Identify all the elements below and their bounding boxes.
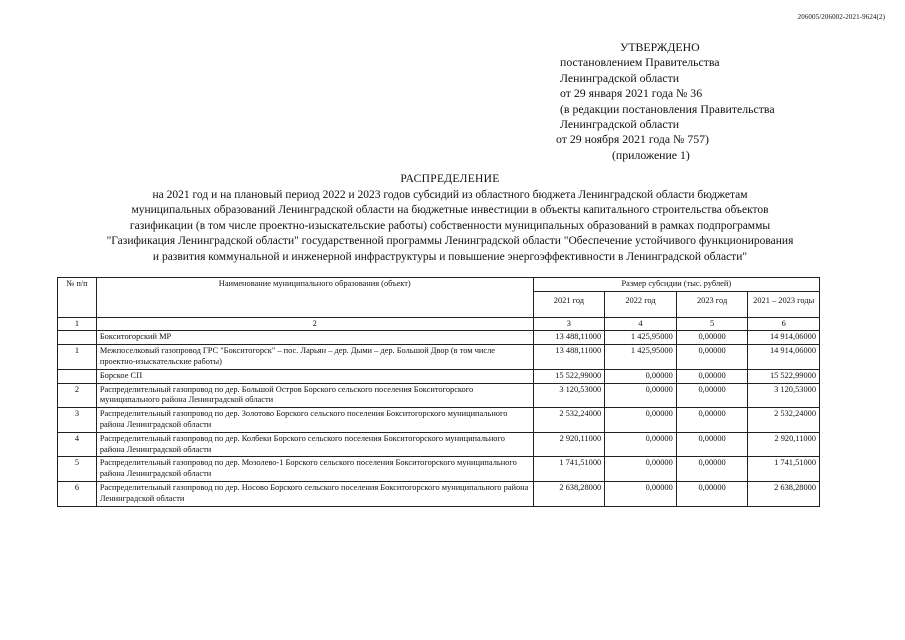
- value-2023: 0,00000: [676, 481, 748, 506]
- value-total: 2 532,24000: [748, 408, 820, 433]
- col-header-2021: 2021 год: [533, 291, 605, 317]
- value-total: 3 120,53000: [748, 383, 820, 408]
- title-line: на 2021 год и на плановый период 2022 и 2023 годов субсидий из областного бюджета Ленинградской области бюджетам: [152, 188, 748, 201]
- value-2021: 13 488,11000: [533, 345, 605, 370]
- value-2023: 0,00000: [676, 432, 748, 457]
- object-name: Распределительный газопровод по дер. Носово Борского сельского поселения Бокситогорского муниципального района Ленинградской области: [96, 481, 533, 506]
- value-2023: 0,00000: [676, 457, 748, 482]
- row-number: 6: [58, 481, 97, 506]
- object-name: Бокситогорский МР: [96, 331, 533, 345]
- object-name: Распределительный газопровод по дер. Колбеки Борского сельского поселения Бокситогорского муниципального района Ленинградской области: [96, 432, 533, 457]
- approval-line: Ленинградской области: [560, 70, 680, 85]
- value-2021: 1 741,51000: [533, 457, 605, 482]
- title-heading: РАСПРЕДЕЛЕНИЕ: [400, 173, 500, 185]
- row-number: 5: [58, 457, 97, 482]
- table-row: [58, 345, 820, 370]
- value-2023: 0,00000: [676, 408, 748, 433]
- value-total: 1 741,51000: [748, 457, 820, 482]
- column-index: 5: [676, 317, 748, 331]
- value-2022: 1 425,95000: [605, 345, 677, 370]
- row-number: 3: [58, 408, 97, 433]
- table-row: [58, 369, 820, 383]
- value-2022: 0,00000: [605, 432, 677, 457]
- row-number: 1: [58, 345, 97, 370]
- value-total: 15 522,99000: [748, 369, 820, 383]
- value-2023: 0,00000: [676, 369, 748, 383]
- column-index: 3: [533, 317, 605, 331]
- value-total: 2 920,11000: [748, 432, 820, 457]
- table-row: [58, 331, 820, 345]
- table-row: [58, 432, 820, 457]
- approval-line: постановлением Правительства: [560, 55, 720, 70]
- object-name: Распределительный газопровод по дер. Золотово Борского сельского поселения Бокситогорского муниципального района Ленинградской области: [96, 408, 533, 433]
- col-header-total: 2021 – 2023 годы: [748, 291, 820, 317]
- table-row: [58, 457, 820, 482]
- value-2021: 15 522,99000: [533, 369, 605, 383]
- row-number: 2: [58, 383, 97, 408]
- appendix-label: (приложение 1): [612, 147, 690, 162]
- subsidy-table: [57, 277, 820, 507]
- value-2022: 0,00000: [605, 408, 677, 433]
- value-2021: 3 120,53000: [533, 383, 605, 408]
- value-total: 2 638,28000: [748, 481, 820, 506]
- value-2022: 0,00000: [605, 457, 677, 482]
- title-line: и развития коммунальной и инженерной инфраструктуры и повышение энергоэффективности в Ленинградской области": [152, 250, 748, 263]
- value-2021: 13 488,11000: [533, 331, 605, 345]
- column-index: 2: [96, 317, 533, 331]
- table-row: [58, 408, 820, 433]
- column-index-row: [58, 317, 820, 331]
- value-2022: 0,00000: [605, 383, 677, 408]
- col-header-name: Наименование муниципального образования (объект): [96, 278, 533, 318]
- approval-stamp: [556, 40, 860, 163]
- value-2023: 0,00000: [676, 331, 748, 345]
- value-2022: 0,00000: [605, 481, 677, 506]
- value-2021: 2 920,11000: [533, 432, 605, 457]
- value-2022: 0,00000: [605, 369, 677, 383]
- document-number: 206005/206002-2021-9624(2): [797, 13, 885, 21]
- approval-title: УТВЕРЖДЕНО: [620, 40, 700, 54]
- column-index: 1: [58, 317, 97, 331]
- value-2021: 2 532,24000: [533, 408, 605, 433]
- object-name: Борское СП: [96, 369, 533, 383]
- column-index: 4: [605, 317, 677, 331]
- value-total: 14 914,06000: [748, 345, 820, 370]
- col-header-subsidy: Размер субсидии (тыс. рублей): [533, 278, 819, 292]
- row-number: [58, 331, 97, 345]
- value-2023: 0,00000: [676, 383, 748, 408]
- object-name: Межпоселковый газопровод ГРС "Бокситогорск" – пос. Ларьян – дер. Дыми – дер. Большой Двор (в том числе проектно-изыскательские работы): [96, 345, 533, 370]
- approval-line: от 29 января 2021 года № 36: [560, 86, 703, 101]
- column-index: 6: [748, 317, 820, 331]
- col-header-2022: 2022 год: [605, 291, 677, 317]
- row-number: [58, 369, 97, 383]
- title-line: "Газификация Ленинградской области" государственной программы Ленинградской области "Обеспечение устойчивого функционирования: [106, 235, 794, 248]
- object-name: Распределительный газопровод по дер. Мозолево-1 Борского сельского поселения Бокситогорского муниципального района Ленинградской области: [96, 457, 533, 482]
- approval-line: Ленинградской области: [560, 117, 680, 132]
- approval-line: (в редакции постановления Правительства: [560, 101, 775, 116]
- value-2023: 0,00000: [676, 345, 748, 370]
- table-row: [58, 481, 820, 506]
- value-2021: 2 638,28000: [533, 481, 605, 506]
- approval-line: от 29 ноября 2021 года № 757): [556, 132, 709, 147]
- value-total: 14 914,06000: [748, 331, 820, 345]
- col-header-2023: 2023 год: [676, 291, 748, 317]
- col-header-no: № п/п: [58, 278, 97, 318]
- title-line: муниципальных образований Ленинградской области на бюджетные инвестиции в объекты капитального строительства объектов: [131, 204, 769, 217]
- title-line: газификации (в том числе проектно-изыскательские работы) собственности муниципальных образований в рамках подпрограммы: [129, 219, 771, 232]
- object-name: Распределительный газопровод по дер. Большой Остров Борского сельского поселения Бокситогорского муниципального района Ленинградской области: [96, 383, 533, 408]
- table-row: [58, 383, 820, 408]
- value-2022: 1 425,95000: [605, 331, 677, 345]
- document-title: [20, 172, 880, 266]
- row-number: 4: [58, 432, 97, 457]
